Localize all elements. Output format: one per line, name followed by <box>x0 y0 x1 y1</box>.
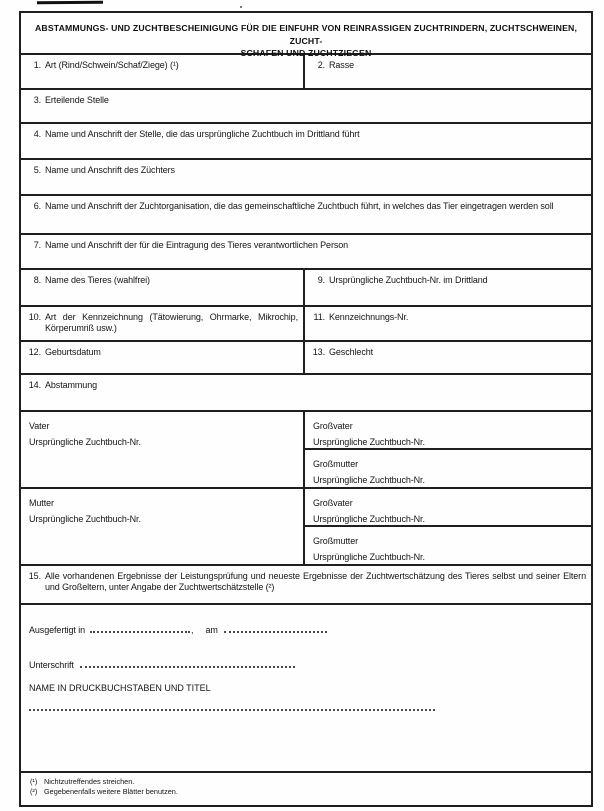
signature-fill-line <box>80 658 295 668</box>
row-stelle-drittland <box>21 124 591 160</box>
field-kennzeichnung-art <box>21 307 305 340</box>
field-geburtsdatum <box>21 342 305 373</box>
field-stelle-drittland <box>21 124 591 158</box>
footnote-2 <box>30 787 591 797</box>
row-verantwortliche-person <box>21 235 591 270</box>
field-number: 11. <box>313 312 325 322</box>
field-number: 9. <box>317 275 325 285</box>
field-label: Abstammung <box>45 380 98 390</box>
field-number: 12. <box>28 347 41 357</box>
certificate-form <box>19 11 593 807</box>
field-label: Art der Kennzeichnung (Tätowierung, Ohrmarke, Mikrochip, Körperumriß usw.) <box>45 312 298 333</box>
ped-zuchtbuch-label: Ursprüngliche Zuchtbuch-Nr. <box>313 552 425 562</box>
field-zuchtorganisation <box>21 196 591 233</box>
field-number: 7. <box>33 240 41 250</box>
issue-section <box>21 623 591 773</box>
field-rasse <box>305 55 591 88</box>
field-label: Geschlecht <box>329 347 374 357</box>
field-number: 3. <box>33 95 41 105</box>
ped-role-label: Großmutter <box>313 459 359 469</box>
signature-line <box>29 658 591 670</box>
issued-on-label: am <box>205 625 218 635</box>
footnote-marker: (²) <box>30 786 38 796</box>
field-number: 2. <box>317 60 325 70</box>
row-kennzeichnung <box>21 307 591 342</box>
ped-cell-grossmutter-vs <box>305 450 591 488</box>
row-abstammung <box>21 375 591 412</box>
field-abstammung <box>21 375 591 410</box>
ped-role-label: Vater <box>29 421 50 431</box>
ped-role-label: Großvater <box>313 498 353 508</box>
row-name-zuchtbuchnr <box>21 270 591 307</box>
pedigree-vater-block <box>21 412 591 489</box>
row-erteilende-stelle <box>21 90 591 124</box>
scan-artifact <box>240 6 242 8</box>
ped-role-label: Großvater <box>313 421 353 431</box>
ped-zuchtbuch-label: Ursprüngliche Zuchtbuch-Nr. <box>313 437 425 447</box>
field-erteilende-stelle <box>21 90 591 122</box>
ped-cell-mutter <box>21 489 305 564</box>
field-label: Rasse <box>329 60 355 70</box>
ped-cell-vater <box>21 412 305 487</box>
field-geschlecht <box>305 342 591 373</box>
footnote-text: Nichtzutreffendes streichen. <box>44 777 135 786</box>
signature-label: Unterschrift <box>29 660 74 670</box>
scan-artifact <box>37 1 103 4</box>
row-geburt-geschlecht <box>21 342 591 375</box>
field-label: Ursprüngliche Zuchtbuch-Nr. im Drittland <box>329 275 488 285</box>
form-title-line-2: SCHAFEN UND ZUCHTZIEGEN <box>240 48 372 58</box>
footnotes-section <box>21 773 591 805</box>
field-zuchtbuch-nr <box>305 270 591 305</box>
ped-zuchtbuch-label: Ursprüngliche Zuchtbuch-Nr. <box>313 475 425 485</box>
ped-cell-grossvater-vs <box>305 412 591 450</box>
field-label: Art (Rind/Schwein/Schaf/Ziege) (¹) <box>45 60 179 70</box>
field-verantwortliche-person <box>21 235 591 268</box>
field-number: 13. <box>312 347 325 357</box>
ped-cell-grossmutter-ms <box>305 527 591 565</box>
issued-in-label: Ausgefertigt in <box>29 625 86 635</box>
date-fill-line <box>224 623 327 633</box>
field-art <box>21 55 305 88</box>
row-art-rasse <box>21 55 591 90</box>
footnote-1 <box>30 777 591 787</box>
field-label: Erteilende Stelle <box>45 95 109 105</box>
footnote-text: Gegebenenfalls weitere Blätter benutzen. <box>44 786 178 796</box>
field-label: Alle vorhandenen Ergebnisse der Leistungsprüfung und neueste Ergebnisse der Zuchtwertschätzung des Tieres selbst und seiner Eltern und Großeltern, unter Angabe der Zuchtwertschätzstelle (²) <box>45 571 586 592</box>
row-zuchtorganisation <box>21 196 591 235</box>
ped-zuchtbuch-label: Ursprüngliche Zuchtbuch-Nr. <box>29 514 141 524</box>
field-label: Name und Anschrift der Stelle, die das ursprüngliche Zuchtbuch im Drittland führt <box>45 129 360 139</box>
ped-cell-grossvater-ms <box>305 489 591 527</box>
field-number: 6. <box>33 201 41 211</box>
ped-zuchtbuch-label: Ursprüngliche Zuchtbuch-Nr. <box>313 514 425 524</box>
ped-role-label: Großmutter <box>313 536 359 546</box>
comma-separator: , <box>191 625 194 635</box>
field-number: 1. <box>33 60 41 70</box>
field-number: 14. <box>28 380 41 390</box>
field-number: 4. <box>33 129 41 139</box>
field-label: Name und Anschrift der für die Eintragung des Tieres verantwortlichen Person <box>45 240 349 250</box>
field-label: Name und Anschrift des Züchters <box>45 165 175 175</box>
place-fill-line <box>90 623 190 633</box>
field-kennzeichnung-nr <box>305 307 591 340</box>
row-ergebnisse <box>21 566 591 605</box>
field-number: 15. <box>28 571 41 581</box>
field-label: Name und Anschrift der Zuchtorganisation, die das gemeinschaftliche Zuchtbuch führt, in welches das Tier eingetragen werden soll <box>45 201 554 211</box>
row-zuechter <box>21 160 591 196</box>
footnote-marker: (¹) <box>30 777 38 786</box>
pedigree-mutter-block <box>21 489 591 566</box>
field-ergebnisse <box>21 566 591 603</box>
form-title-line-1: ABSTAMMUNGS- UND ZUCHTBESCHEINIGUNG FÜR DIE EINFUHR VON REINRASSIGEN ZUCHTRINDERN, ZUCHTSCHWEINEN, ZUCHT- <box>34 23 578 46</box>
field-number: 10. <box>28 312 41 322</box>
printed-name-fill-line <box>29 709 435 711</box>
issued-in-line <box>29 623 591 635</box>
form-title <box>21 13 591 58</box>
field-name-tier <box>21 270 305 305</box>
ped-role-label: Mutter <box>29 498 54 508</box>
field-label: Geburtsdatum <box>45 347 101 357</box>
printed-name-label: NAME IN DRUCKBUCHSTABEN UND TITEL <box>29 683 211 693</box>
ped-zuchtbuch-label: Ursprüngliche Zuchtbuch-Nr. <box>29 437 141 447</box>
field-number: 5. <box>33 165 41 175</box>
field-label: Kennzeichnungs-Nr. <box>329 312 409 322</box>
field-number: 8. <box>33 275 41 285</box>
field-label: Name des Tieres (wahlfrei) <box>45 275 150 285</box>
field-zuechter <box>21 160 591 194</box>
